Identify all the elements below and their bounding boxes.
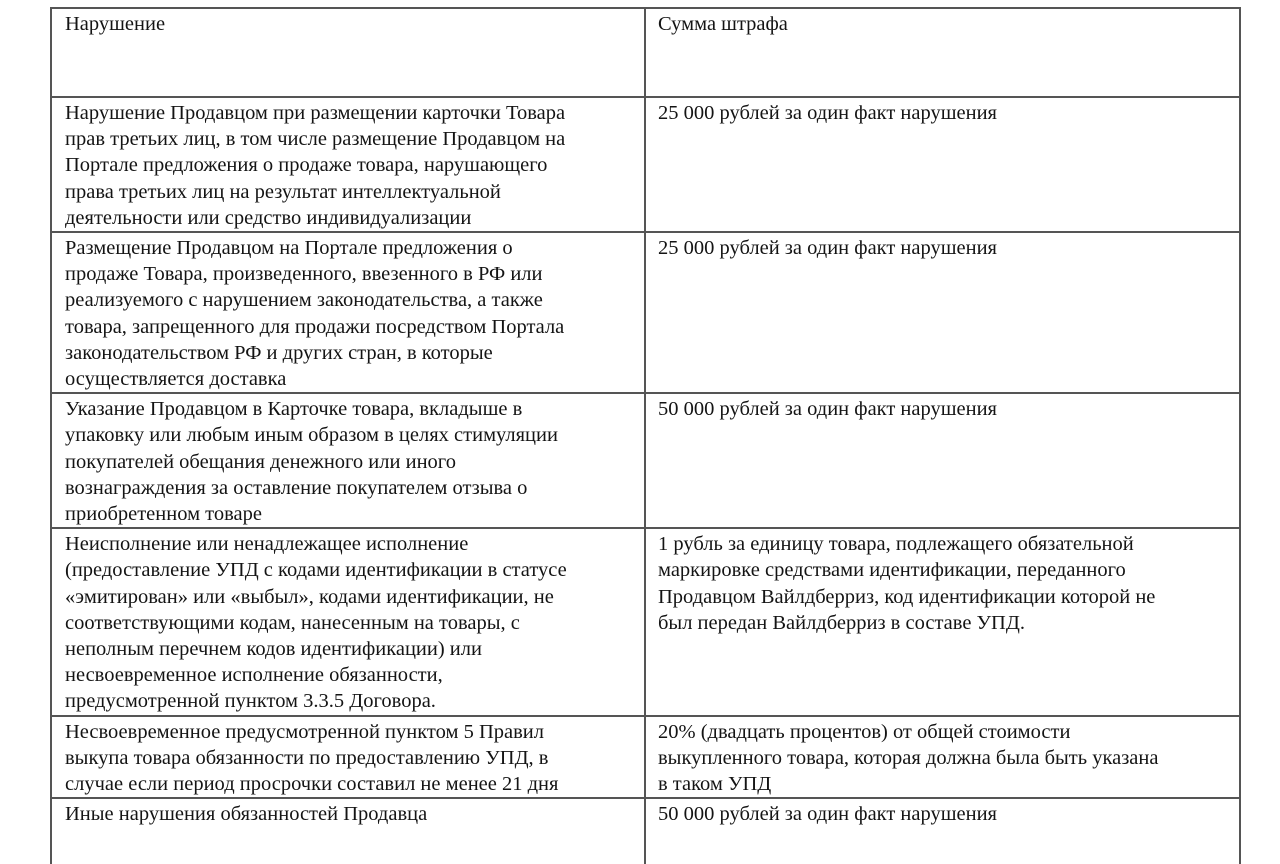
table-header-row	[51, 8, 1240, 97]
fines-table	[50, 7, 1241, 864]
fine-cell: 25 000 рублей за один факт нарушения	[645, 97, 1240, 232]
violation-cell: Нарушение Продавцом при размещении карточки Товара прав третьих лиц, в том числе размещение Продавцом на Портале предложения о продаже товара, нарушающего права третьих лиц на результат интеллектуальной деятельности или средство индивидуализации	[51, 97, 645, 232]
header-fine-amount: Сумма штрафа	[645, 8, 1240, 97]
violation-cell: Несвоевременное предусмотренной пунктом 5 Правил выкупа товара обязанности по предоставлению УПД, в случае если период просрочки составил не менее 21 дня	[51, 716, 645, 799]
fine-cell: 20% (двадцать процентов) от общей стоимости выкупленного товара, которая должна была быть указана в таком УПД	[645, 716, 1240, 799]
table-row	[51, 97, 1240, 232]
table-row	[51, 393, 1240, 528]
violation-cell: Неисполнение или ненадлежащее исполнение (предоставление УПД с кодами идентификации в статусе «эмитирован» или «выбыл», кодами идентификации, не соответствующими кодам, нанесенным на товары, с неполным перечнем кодов идентификации) или несвоевременное исполнение обязанности, предусмотренной пунктом 3.3.5 Договора.	[51, 528, 645, 715]
fine-cell: 25 000 рублей за один факт нарушения	[645, 232, 1240, 393]
violation-cell: Размещение Продавцом на Портале предложения о продаже Товара, произведенного, ввезенного в РФ или реализуемого с нарушением законодательства, а также товара, запрещенного для продажи посредством Портала законодательством РФ и других стран, в которые осуществляется доставка	[51, 232, 645, 393]
fine-cell: 1 рубль за единицу товара, подлежащего обязательной маркировке средствами идентификации, переданного Продавцом Вайлдберриз, код идентификации которой не был передан Вайлдберриз в составе УПД.	[645, 528, 1240, 715]
header-violation: Нарушение	[51, 8, 645, 97]
table-row	[51, 716, 1240, 799]
table-row	[51, 798, 1240, 864]
violation-cell: Иные нарушения обязанностей Продавца	[51, 798, 645, 864]
table-row	[51, 528, 1240, 715]
table-row	[51, 232, 1240, 393]
fine-cell: 50 000 рублей за один факт нарушения	[645, 798, 1240, 864]
violation-cell: Указание Продавцом в Карточке товара, вкладыше в упаковку или любым иным образом в целях стимуляции покупателей обещания денежного или иного вознаграждения за оставление покупателем отзыва о приобретенном товаре	[51, 393, 645, 528]
fine-cell: 50 000 рублей за один факт нарушения	[645, 393, 1240, 528]
